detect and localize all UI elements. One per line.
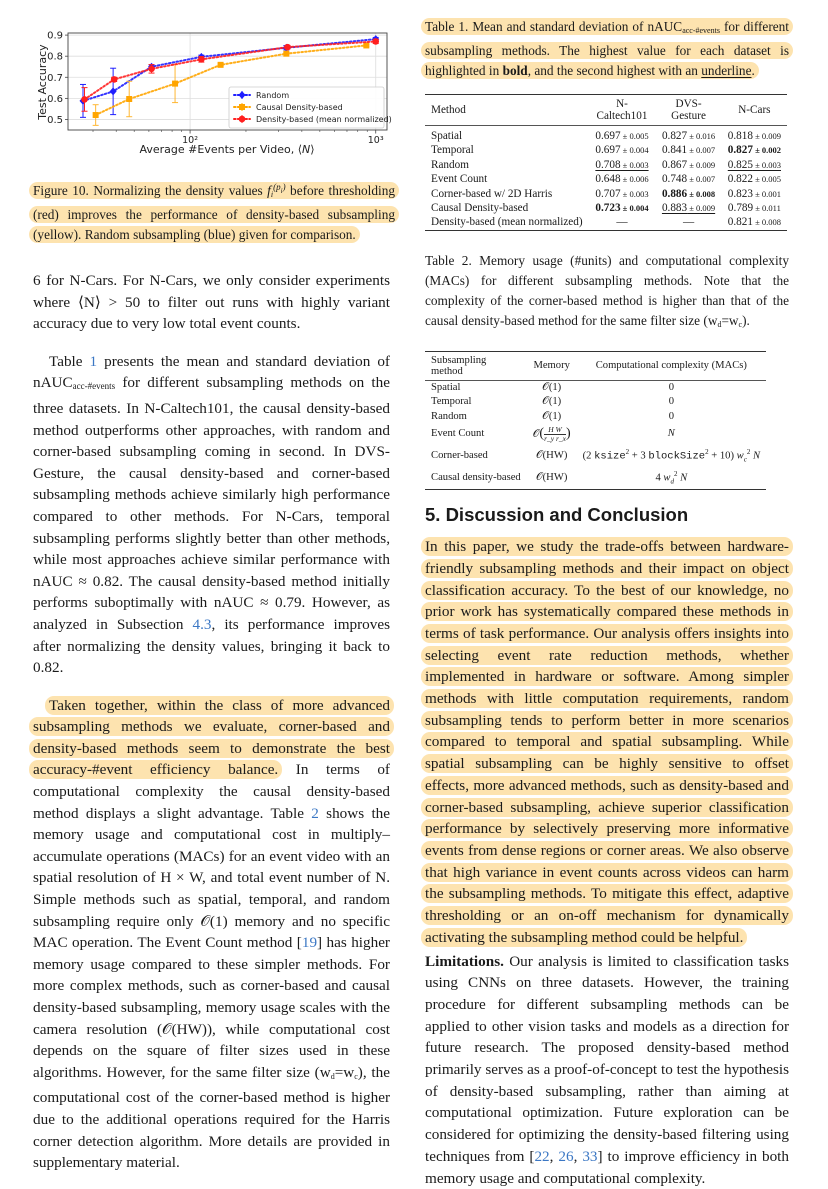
method-cell: Corner-based: [431, 449, 488, 461]
table-row: [425, 215, 787, 230]
table-row: [425, 445, 766, 467]
method-cell: Event Count: [431, 428, 485, 440]
value-cell: 0.789 ± 0.011: [727, 202, 781, 215]
value-cell: 0.748 ± 0.007: [661, 173, 716, 186]
macs-cell: N: [667, 428, 675, 440]
table-row: [425, 380, 766, 395]
macs-cell: 4 $w_d^2$ N: [655, 470, 688, 486]
value-cell: 0.825 ± 0.003: [727, 158, 781, 171]
value-cell: 0.823 ± 0.001: [727, 187, 781, 200]
value-cell: 0.822 ± 0.005: [727, 173, 781, 186]
chart-legend: [229, 87, 392, 128]
memory-cell: 𝒪(HW): [535, 471, 568, 483]
caption-text-rest: before thresholding (red) improves the performance of density-based subsampling (yellow). Random subsampling (blue) given for comparison.: [33, 183, 395, 243]
method-cell: Causal density-based: [431, 471, 521, 483]
paragraph-conclusion: [425, 536, 789, 948]
value-cell: 0.697 ± 0.004: [595, 144, 649, 157]
table-row: [425, 143, 787, 157]
section-heading: 5. Discussion and Conclusion: [425, 504, 689, 526]
highlighted-text: In this paper, we study the trade-offs between hardware-friendly subsampling methods and their impact on object classification accuracy. To the best of our knowledge, no prior work has systematically compared these methods in terms of task performance. Our analysis offers insights into selecting event rate reduction methods, whether implemented in hardware or software. Among simpler methods with little computation requirements, random subsampling tends to perform better in more scenarios compared to temporal and spatial subsampling. While spatial subsampling can be highly sensitive to offset effects, more advanced methods, such as density-based and corner-based subsampling, achieve superior classification performance by selectively preserving more informative events from dense regions or corner areas. We also observe that high variance in event counts across videos can harm the subsampling methods. To mitigate this effect, adaptive thresholding or an on-off mechanism for dynamically activating the subsampling method could be helpful.: [421, 537, 793, 947]
citation-22-link[interactable]: 22: [534, 1147, 550, 1165]
x-axis-label: Average #Events per Video, ⟨N⟩: [139, 143, 315, 156]
table-1: [425, 94, 787, 231]
value-cell: —: [682, 216, 695, 229]
value-cell: 0.818 ± 0.009: [727, 130, 781, 142]
legend-entry: Random: [256, 91, 290, 100]
table-row: [425, 424, 766, 445]
svg-text:0.7: 0.7: [47, 72, 63, 84]
caption-math: $f_i^{(p_i)}$: [267, 182, 286, 200]
svg-text:0.5: 0.5: [47, 114, 63, 126]
value-cell: 0.883 ± 0.009: [661, 202, 716, 215]
table-1-header-ncars: N-Cars: [738, 104, 771, 116]
table-row: [425, 395, 766, 409]
table-row: [425, 410, 766, 424]
table-2-caption: Table 2. Memory usage (#units) and computational complexity (MACs) for different subsampling methods. Note that the complexity of the corner-based method is higher than that of the causal density-based method for the same filter size $(w_d=w_c)$.: [425, 252, 789, 329]
memory-cell: 𝒪( $\frac{\text{H W}}{\text{r\_y r\_x}}$ ): [532, 425, 571, 444]
figure-label: Figure 10.: [33, 183, 89, 199]
svg-text:0.6: 0.6: [47, 93, 63, 105]
highlighted-text: Taken together, within the class of more advanced subsampling methods we evaluate, corner-based and density-based methods seem to demonstrate the best accuracy-#event efficiency balance.: [29, 696, 394, 780]
method-cell: Temporal: [431, 396, 472, 408]
method-cell: Spatial: [431, 130, 463, 142]
accuracy-vs-events-chart: [0, 0, 400, 165]
legend-entry: Density-based (mean normalized): [256, 115, 392, 124]
method-cell: Spatial: [431, 381, 461, 393]
value-cell: 0.841 ± 0.007: [661, 144, 716, 157]
value-cell: 0.648 ± 0.006: [595, 173, 649, 186]
method-cell: Corner-based w/ 2D Harris: [431, 187, 553, 200]
memory-cell: 𝒪(HW): [535, 449, 568, 461]
left-column: [33, 270, 390, 1174]
table-2-header-macs: Computational complexity (MACs): [595, 360, 747, 372]
table-1-header-ncaltech: N-Caltech101: [596, 98, 648, 122]
citation-19-link[interactable]: 19: [301, 934, 318, 952]
table-row: [425, 467, 766, 490]
svg-text:0.9: 0.9: [47, 30, 63, 42]
citation-33-link[interactable]: 33: [582, 1147, 598, 1165]
paragraph-table1-discussion: Table 1 presents the mean and standard deviation of nAUC$_{acc-\#events}$ for different subsampling methods on the three datasets. In N-Caltech101, the causal density-based method outperforms other approaches, with random and corner-based subsampling coming in second. In DVS-Gesture, the causal density-based and corner-based subsampling methods achieve similarly high performance compared to other methods. For N-Cars, temporal subsampling performs slightly better than other methods, while most approaches achieve similar performance with nAUC ≈ 0.82. The causal density-based method initially performs suboptimally with nAUC ≈ 0.79. However, as analyzed in Subsection 4.3, its performance improves after normalizing the density values, bringing it back to 0.82.: [33, 352, 391, 677]
y-axis-label: Test Accuracy: [36, 44, 49, 120]
table-2-label: Table 2.: [425, 252, 472, 268]
table-row: [425, 158, 787, 172]
table-row: [425, 187, 787, 201]
table-1-header-method: Method: [431, 104, 466, 116]
macs-cell: 0: [668, 381, 674, 393]
citation-26-link[interactable]: 26: [558, 1147, 574, 1165]
value-cell: 0.827 ± 0.002: [727, 144, 781, 157]
value-cell: 0.697 ± 0.005: [595, 130, 649, 142]
method-cell: Density-based (mean normalized): [431, 216, 583, 229]
table-row: [425, 201, 787, 215]
paragraph-complexity-discussion: Taken together, within the class of more advanced subsampling methods we evaluate, corner-based and density-based methods seem to demonstrate the best accuracy-#event efficiency balance. In terms of computational complexity the causal density-based method displays a slight advantage. Table 2 shows the memory usage and computational cost in multiply–accumulate operations (MACs) for an event video with an spatial resolution of H × W, and total event number of N. Simple methods such as spatial, temporal, and random subsampling require only 𝒪(1) memory and no specific MAC operation. The Event Count method [19] has higher memory usage compared to these simpler methods. For more complex methods, such as corner-based and causal density-based subsampling, memory usage scales with the camera resolution (𝒪(HW)), while computational cost depends on the square of filter sizes used in these algorithms. However, for the same filter size $(w_d=w_c)$, the computational cost of the corner-based method is higher due to the additional operations required for the Harris corner detection algorithm. More details are provided in supplementary material.: [33, 695, 390, 1174]
subsection-4-3-link[interactable]: 4.3: [192, 615, 212, 633]
svg-text:10³: 10³: [367, 135, 384, 146]
table-1-header-dvsgesture: DVS-Gesture: [671, 98, 706, 122]
macs-cell: 0: [668, 410, 674, 422]
value-cell: 0.827 ± 0.016: [661, 130, 716, 142]
value-cell: 0.708 ± 0.003: [595, 158, 649, 171]
y-axis-ticks: [47, 31, 68, 126]
limitations-label: Limitations.: [425, 952, 504, 970]
table-row: [425, 126, 787, 144]
macs-cell: 0: [668, 396, 674, 408]
memory-cell: 𝒪(1): [542, 396, 562, 408]
table-2-header-memory: Memory: [533, 360, 570, 372]
table-2-link[interactable]: 2: [311, 804, 319, 822]
table-1-link[interactable]: 1: [89, 352, 98, 370]
svg-text:10²: 10²: [182, 135, 199, 146]
figure-caption: [33, 177, 395, 245]
table-2: [425, 351, 766, 490]
paragraph-limitations: Limitations. Our analysis is limited to classification tasks using CNNs on three datasets. However, the training procedure for different subsampling methods can be applied to other vision tasks and models as a direction for future research. The proposed density-based method primarily serves as a proof-of-concept to test the hypothesis of density-based subsampling, rather than aiming at computational optimization. Future exploration can be considered for optimizing the density-based filtering using techniques from [22, 26, 33] to improve efficiency in both memory usage and computational complexity.: [425, 952, 789, 1187]
method-cell: Temporal: [431, 144, 474, 157]
method-cell: Random: [431, 410, 467, 422]
value-cell: —: [616, 216, 628, 229]
value-cell: 0.821 ± 0.008: [727, 216, 781, 229]
method-cell: Random: [431, 158, 469, 171]
table-1-label: Table 1.: [425, 19, 469, 34]
caption-text: Normalizing the density values: [88, 183, 268, 199]
paragraph-ncars-filter: 6 for N-Cars. For N-Cars, we only consider experiments where ⟨N⟩ > 50 to filter out runs with highly variant accuracy due to very low total event counts.: [33, 272, 390, 333]
table-1-caption: Table 1. Mean and standard deviation of nAUC$_{acc-\#events}$ for different subsampling methods. The highest value for each dataset is highlighted in bold, and the second highest with an underline.: [425, 17, 789, 81]
legend-entry: Causal Density-based: [256, 103, 343, 112]
value-cell: 0.723 ± 0.004: [595, 202, 649, 215]
table-2-header-method: Subsampling method: [431, 354, 487, 377]
right-column: [425, 17, 789, 1189]
value-cell: 0.867 ± 0.009: [661, 158, 716, 171]
memory-cell: 𝒪(1): [542, 410, 562, 422]
value-cell: 0.707 ± 0.003: [595, 187, 649, 200]
table-row: [425, 172, 787, 186]
figure-10: [0, 0, 400, 165]
memory-cell: 𝒪(1): [542, 381, 562, 393]
method-cell: Causal Density-based: [431, 202, 529, 215]
method-cell: Event Count: [431, 173, 488, 186]
svg-text:0.8: 0.8: [47, 51, 63, 63]
macs-cell: (2 ksize$^2$ + 3 blockSize$^2$ + 10) $w_c^2$ N: [582, 448, 761, 464]
value-cell: 0.886 ± 0.008: [661, 187, 716, 200]
